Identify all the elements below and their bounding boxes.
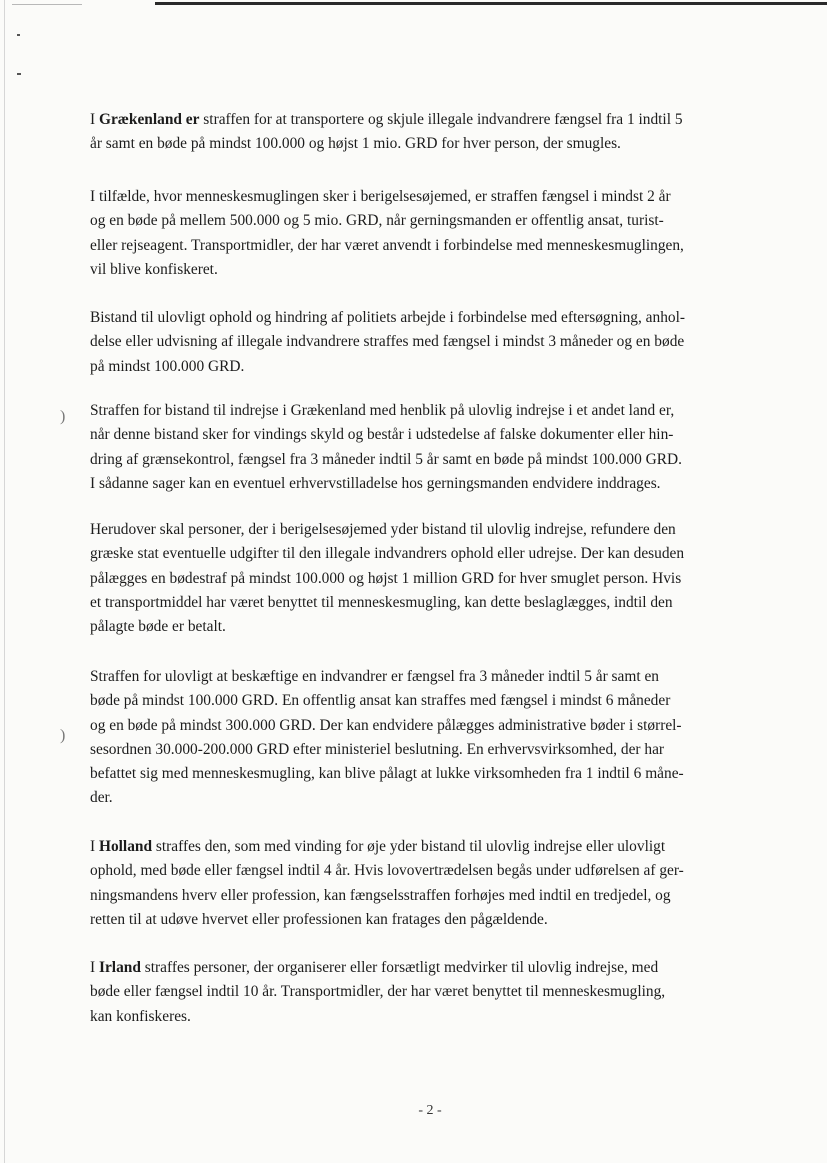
paragraph-line: befattet sig med menneskesmugling, kan blive pålagt at lukke virksomheden fra 1 indtil 6 måne- <box>90 765 684 783</box>
paragraph-lead: I <box>90 959 99 976</box>
paragraph-lead: I <box>90 111 99 128</box>
paragraph-line: straffen for at transportere og skjule illegale indvandrere fængsel fra 1 indtil 5 <box>199 111 683 128</box>
paragraph-line: sesordnen 30.000-200.000 GRD efter ministeriel beslutning. En erhvervsvirksomhed, der har <box>90 740 665 758</box>
country-holland: Holland <box>98 838 153 855</box>
paragraph-line: Straffen for bistand til indrejse i Grækenland med henblik på ulovlig indrejse i et andet land er, <box>90 402 675 419</box>
paragraph-line: Straffen for ulovligt at beskæftige en indvandrer er fængsel fra 3 måneder indtil 5 år samt en <box>90 668 659 685</box>
paragraph-lead: I <box>90 838 99 855</box>
paragraph-holland <box>90 835 684 932</box>
paragraph-line: vil blive konfiskeret. <box>90 260 218 278</box>
paragraph-ireland <box>90 956 665 1029</box>
paragraph-line: dring af grænsekontrol, fængsel fra 3 måneder indtil 5 år samt en bøde på mindst 100.000 GRD. <box>90 450 682 468</box>
paragraph-line: straffes personer, der organiserer eller forsætligt medvirker til ulovlig indrejse, med <box>140 959 659 976</box>
paragraph-line: kan konfiskeres. <box>90 1007 191 1025</box>
paragraph-greece-entry <box>90 399 682 496</box>
paragraph-line: og en bøde på mellem 500.000 og 5 mio. GRD, når gerningsmanden er offentlig ansat, turist- <box>90 212 664 230</box>
paragraph-line: pålagte bøde er betalt. <box>90 618 226 636</box>
paragraph-line: bøde eller fængsel indtil 10 år. Transportmidler, der har været benyttet til menneskesmugling, <box>90 983 666 1001</box>
paragraph-greece-employment <box>90 665 684 811</box>
paragraph-line: på mindst 100.000 GRD. <box>90 357 245 375</box>
paragraph-line: der. <box>90 789 113 807</box>
paragraph-line: bøde på mindst 100.000 GRD. En offentlig ansat kan straffes med fængsel i mindst 6 måneder <box>90 692 671 710</box>
page-left-edge <box>4 0 5 1163</box>
paragraph-line: og en bøde på mindst 300.000 GRD. Der kan endvidere pålægges administrative bøder i størrel- <box>90 716 682 734</box>
paragraph-line: græske stat eventuelle udgifter til den illegale indvandrers ophold eller udrejse. Der kan desuden <box>90 545 685 563</box>
country-ireland: Irland <box>98 959 141 976</box>
scan-mark <box>17 34 20 36</box>
paragraph-line: delse eller udvisning af illegale indvandrere straffes med fængsel i mindst 3 måneder og en bøde <box>90 333 685 351</box>
page-number: - 2 - <box>418 1103 442 1118</box>
margin-mark: ) <box>60 727 66 744</box>
paragraph-line: ophold, med bøde eller fængsel indtil 4 år. Hvis lovovertrædelsen begås under udførelsen af ger- <box>90 862 684 880</box>
paragraph-greece-profit <box>90 185 684 282</box>
paragraph-line: når denne bistand sker for vindings skyld og består i udstedelse af falske dokumenter eller hin- <box>90 426 674 444</box>
paragraph-greece-refund <box>90 518 684 639</box>
paragraph-line: I sådanne sager kan en eventuel erhvervstilladelse hos gerningsmanden endvidere inddrages. <box>90 474 661 492</box>
paragraph-line: straffes den, som med vinding for øje yder bistand til ulovlig indrejse eller ulovligt <box>152 838 666 855</box>
paragraph-line: Bistand til ulovligt ophold og hindring af politiets arbejde i forbindelse med eftersøgning, anhol- <box>90 309 685 326</box>
paragraph-line: retten til at udøve hvervet eller professionen kan fratages den pågældende. <box>90 910 548 928</box>
paragraph-line: et transportmiddel har været benyttet til menneskesmugling, kan dette beslaglægges, indtil den <box>90 593 673 611</box>
paragraph-line: I tilfælde, hvor menneskesmuglingen sker i berigelsesøjemed, er straffen fængsel i mindst 2 år <box>90 188 671 205</box>
scan-mark <box>17 73 21 75</box>
country-greece: Grækenland er <box>98 111 200 128</box>
top-rule <box>155 2 827 5</box>
margin-mark: ) <box>60 408 66 425</box>
top-rule-left <box>12 4 82 5</box>
paragraph-line: eller rejseagent. Transportmidler, der har været anvendt i forbindelse med menneskesmuglingen, <box>90 236 684 254</box>
paragraph-line: Herudover skal personer, der i berigelsesøjemed yder bistand til ulovlig indrejse, refundere den <box>90 521 676 538</box>
paragraph-greece-stay <box>90 306 685 379</box>
paragraph-line: år samt en bøde på mindst 100.000 og højst 1 mio. GRD for hver person, der smugles. <box>90 135 621 153</box>
paragraph-greece-transport <box>90 108 683 157</box>
paragraph-line: pålægges en bødestraf på mindst 100.000 og højst 1 million GRD for hver smuglet person. Hvis <box>90 569 682 587</box>
paragraph-line: ningsmandens hverv eller profession, kan fængselsstraffen forhøjes med indtil en tredjedel, og <box>90 886 671 904</box>
